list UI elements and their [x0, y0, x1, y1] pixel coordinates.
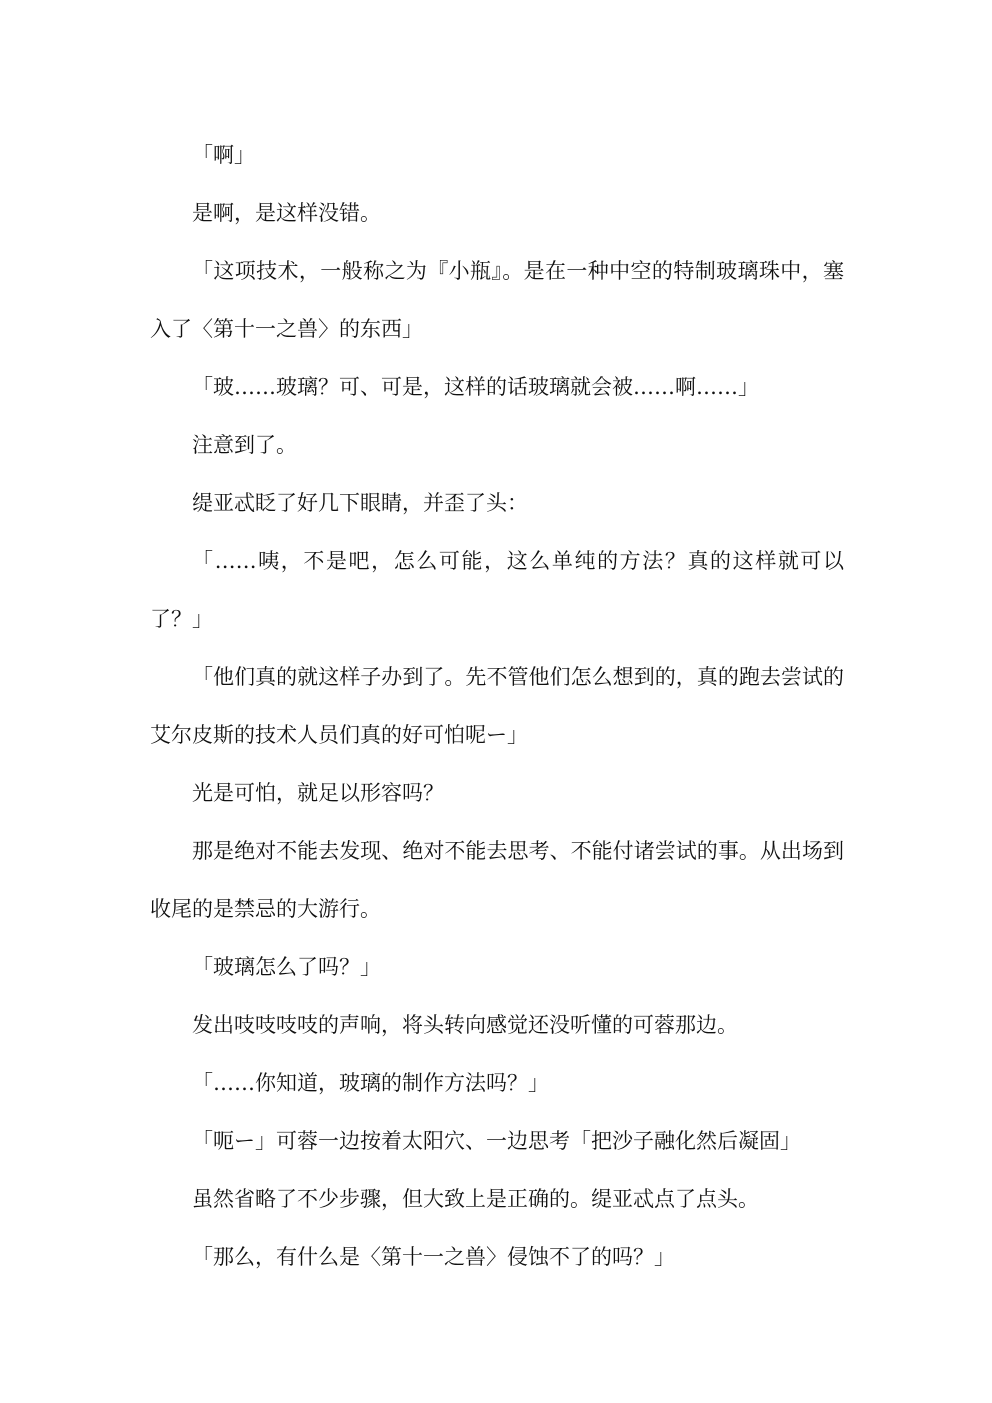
paragraph: 缇亚忒眨了好几下眼睛，并歪了头： [192, 491, 528, 515]
paragraph: 「他们真的就这样子办到了。先不管他们怎么想到的，真的跑去尝试的艾尔皮斯的技术人员们真的好可怕呢ー」 [150, 665, 844, 747]
paragraph: 「……咦，不是吧，怎么可能，这么单纯的方法？真的这样就可以了？」 [150, 549, 844, 631]
paragraph: 发出吱吱吱吱的声响，将头转向感觉还没听懂的可蓉那边。 [192, 1013, 738, 1037]
paragraph: 「啊」 [192, 143, 255, 167]
paragraph: 「玻璃怎么了吗？」 [192, 955, 381, 979]
paragraph: 「那么，有什么是〈第十一之兽〉侵蚀不了的吗？」 [192, 1245, 675, 1269]
paragraph: 「呃ー」可蓉一边按着太阳穴、一边思考「把沙子融化然后凝固」 [192, 1129, 801, 1153]
paragraph: 「……你知道，玻璃的制作方法吗？」 [192, 1071, 549, 1095]
paragraph: 「这项技术，一般称之为『小瓶』。是在一种中空的特制玻璃珠中，塞入了〈第十一之兽〉的东西」 [150, 259, 844, 341]
paragraph: 注意到了。 [192, 433, 297, 457]
paragraph: 是啊，是这样没错。 [192, 201, 381, 225]
paragraph: 那是绝对不能去发现、绝对不能去思考、不能付诸尝试的事。从出场到收尾的是禁忌的大游行。 [150, 839, 844, 921]
paragraph: 光是可怕，就足以形容吗？ [192, 781, 444, 805]
paragraph: 虽然省略了不少步骤，但大致上是正确的。缇亚忒点了点头。 [192, 1187, 759, 1211]
document-page [150, 126, 844, 1286]
paragraph: 「玻……玻璃？可、可是，这样的话玻璃就会被……啊……」 [192, 375, 759, 399]
